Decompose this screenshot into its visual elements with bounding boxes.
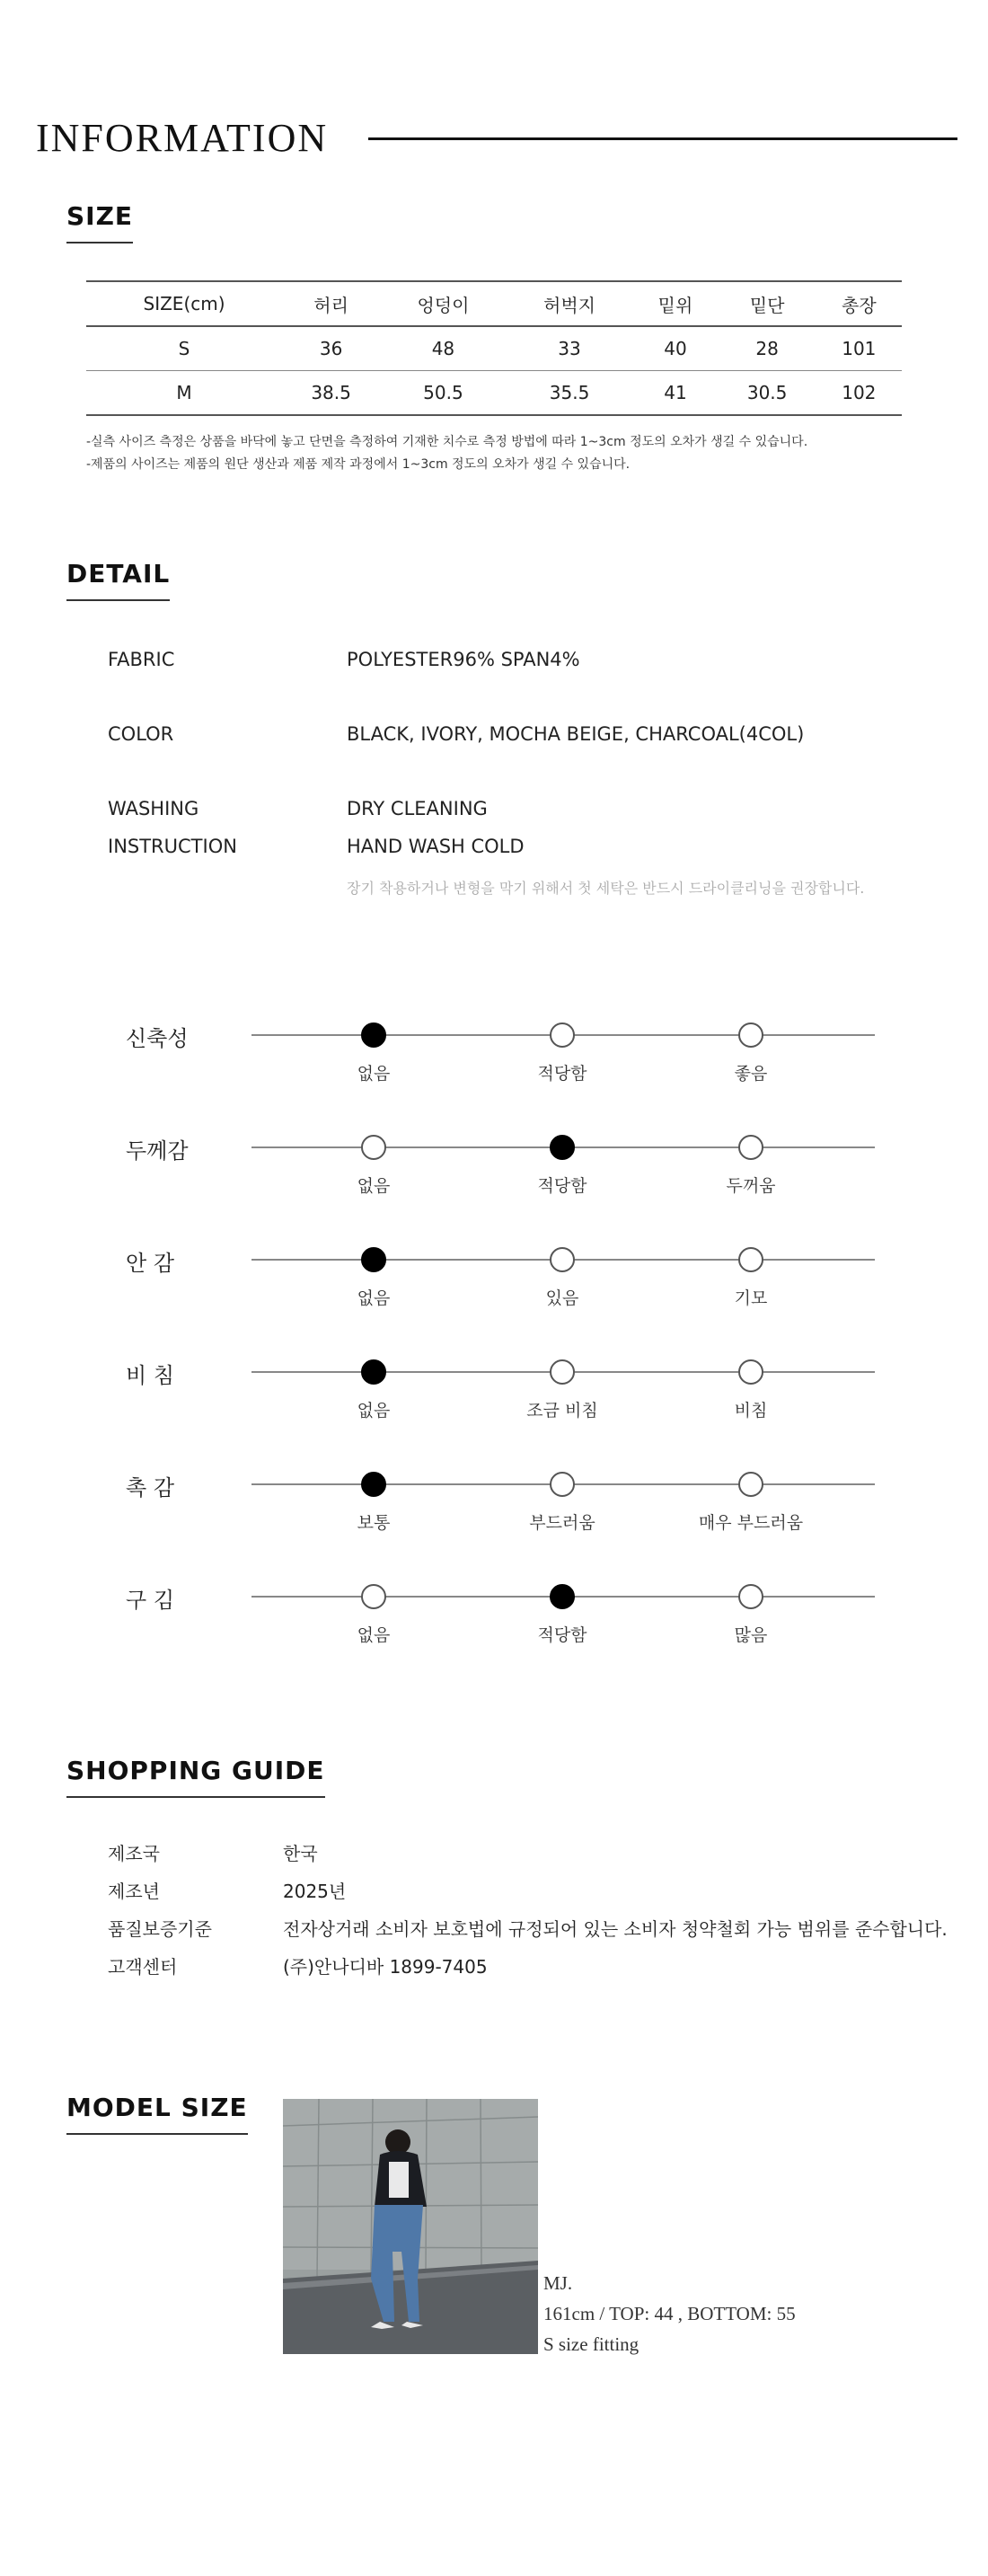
model-fitting: S size fitting [543,2333,640,2355]
instruction-label: INSTRUCTION [108,836,237,857]
column-header: 밑위 [657,294,693,316]
scale-dot [550,1022,575,1048]
table-row [86,371,902,416]
column-header: 밑단 [749,294,785,316]
guide-key-country: 제조국 [108,1843,160,1864]
scale-option-label: 보통 [357,1513,391,1533]
table-cell: S [178,338,190,359]
table-row [86,326,902,371]
scale-option-label: 적당함 [537,1625,587,1645]
size-table-header-row [86,281,902,326]
scale-dot [738,1584,763,1609]
scale-option-label: 조금 비침 [526,1401,598,1421]
scale-title: 비 침 [126,1363,174,1388]
column-header: 허리 [313,294,348,316]
table-cell: M [176,382,192,403]
instruction-value: HAND WASH COLD [347,836,525,857]
scale-title: 안 감 [126,1251,174,1276]
scale-dot [738,1247,763,1272]
washing-value: DRY CLEANING [347,798,488,819]
table-cell: 48 [431,338,455,359]
scale-dot-selected [550,1584,575,1609]
color-value: BLACK, IVORY, MOCHA BEIGE, CHARCOAL(4COL) [347,723,805,745]
size-table [86,280,902,416]
scale-dot [738,1359,763,1385]
scale-dot [361,1584,386,1609]
column-header: 총장 [842,294,877,316]
scale-option-label: 많음 [734,1625,768,1645]
column-header: SIZE(cm) [143,293,225,314]
scale-option-label: 적당함 [537,1064,587,1084]
table-cell: 101 [842,338,877,359]
scale-title: 두께감 [126,1138,189,1164]
scale-title: 촉 감 [126,1475,174,1500]
scale-dot-selected [550,1135,575,1160]
washing-note: 장기 착용하거나 변형을 막기 위해서 첫 세탁은 반드시 드라이클리닝을 권장합니다. [347,880,865,897]
table-cell: 30.5 [746,382,788,403]
table-cell: 28 [755,338,779,359]
scale-dot-selected [361,1472,386,1497]
table-cell: 40 [664,338,687,359]
scale-option-label: 매우 부드러움 [698,1513,804,1533]
guide-key-service: 고객센터 [108,1956,178,1978]
model-name: MJ. [543,2272,573,2294]
shopping-guide-heading: SHOPPING GUIDE [66,1756,325,1798]
scale-dot [550,1472,575,1497]
guide-key-year: 제조년 [108,1881,160,1902]
scale-dot [738,1135,763,1160]
title-divider [368,137,957,140]
size-notes [86,431,807,476]
guide-key-warranty: 품질보증기준 [108,1918,212,1940]
column-header: 허벅지 [543,294,596,316]
table-cell: 33 [558,338,581,359]
table-cell: 36 [319,338,343,359]
page-title: INFORMATION [36,116,329,160]
table-cell: 41 [664,382,687,403]
column-header: 엉덩이 [417,294,470,316]
scale-option-label: 있음 [545,1288,579,1308]
scale-dot-selected [361,1359,386,1385]
guide-value-warranty: 전자상거래 소비자 보호법에 규정되어 있는 소비자 청약철회 가능 범위를 준수합니다. [283,1918,948,1940]
scale-option-label: 없음 [357,1401,391,1421]
scale-dot [361,1135,386,1160]
scale-option-label: 부드러움 [529,1513,595,1533]
scale-option-label: 비침 [734,1401,768,1421]
scale-option-label: 없음 [357,1288,391,1308]
scale-option-label: 없음 [357,1625,391,1645]
detail-heading: DETAIL [66,559,170,601]
size-note: -실측 사이즈 측정은 상품을 바닥에 놓고 단면을 측정하여 기재한 치수로 측정 방법에 따라 1~3cm 정도의 오차가 생길 수 있습니다. [86,435,808,449]
guide-value-year: 2025년 [283,1881,347,1902]
scale-option-label: 없음 [357,1176,391,1196]
scale-option-label: 적당함 [537,1176,587,1196]
color-label: COLOR [108,723,174,745]
model-measurements: 161cm / TOP: 44 , BOTTOM: 55 [543,2303,796,2324]
fabric-value: POLYESTER96% SPAN4% [347,649,580,670]
scale-option-label: 좋음 [734,1064,768,1084]
scale-dot [738,1472,763,1497]
guide-value-service: (주)안나디바 1899-7405 [283,1956,488,1978]
scale-title: 구 김 [126,1588,174,1613]
size-note: -제품의 사이즈는 제품의 원단 생산과 제품 제작 과정에서 1~3cm 정도의 오차가 생길 수 있습니다. [86,457,631,472]
model-photo [283,2099,538,2354]
scale-option-label: 없음 [357,1064,391,1084]
size-heading: SIZE [66,201,133,243]
guide-value-country: 한국 [283,1843,318,1864]
scale-option-label: 기모 [734,1288,768,1308]
fabric-label: FABRIC [108,649,175,670]
table-cell: 102 [842,382,877,403]
scale-dot [738,1022,763,1048]
model-size-heading: MODEL SIZE [66,2093,248,2135]
scale-dot-selected [361,1247,386,1272]
scale-title: 신축성 [126,1026,189,1051]
scale-dot [550,1247,575,1272]
scale-dot [550,1359,575,1385]
scale-option-label: 두꺼움 [726,1176,776,1196]
washing-label: WASHING [108,798,199,819]
table-cell: 38.5 [311,382,351,403]
table-cell: 35.5 [549,382,590,403]
scale-dot-selected [361,1022,386,1048]
table-cell: 50.5 [423,382,463,403]
